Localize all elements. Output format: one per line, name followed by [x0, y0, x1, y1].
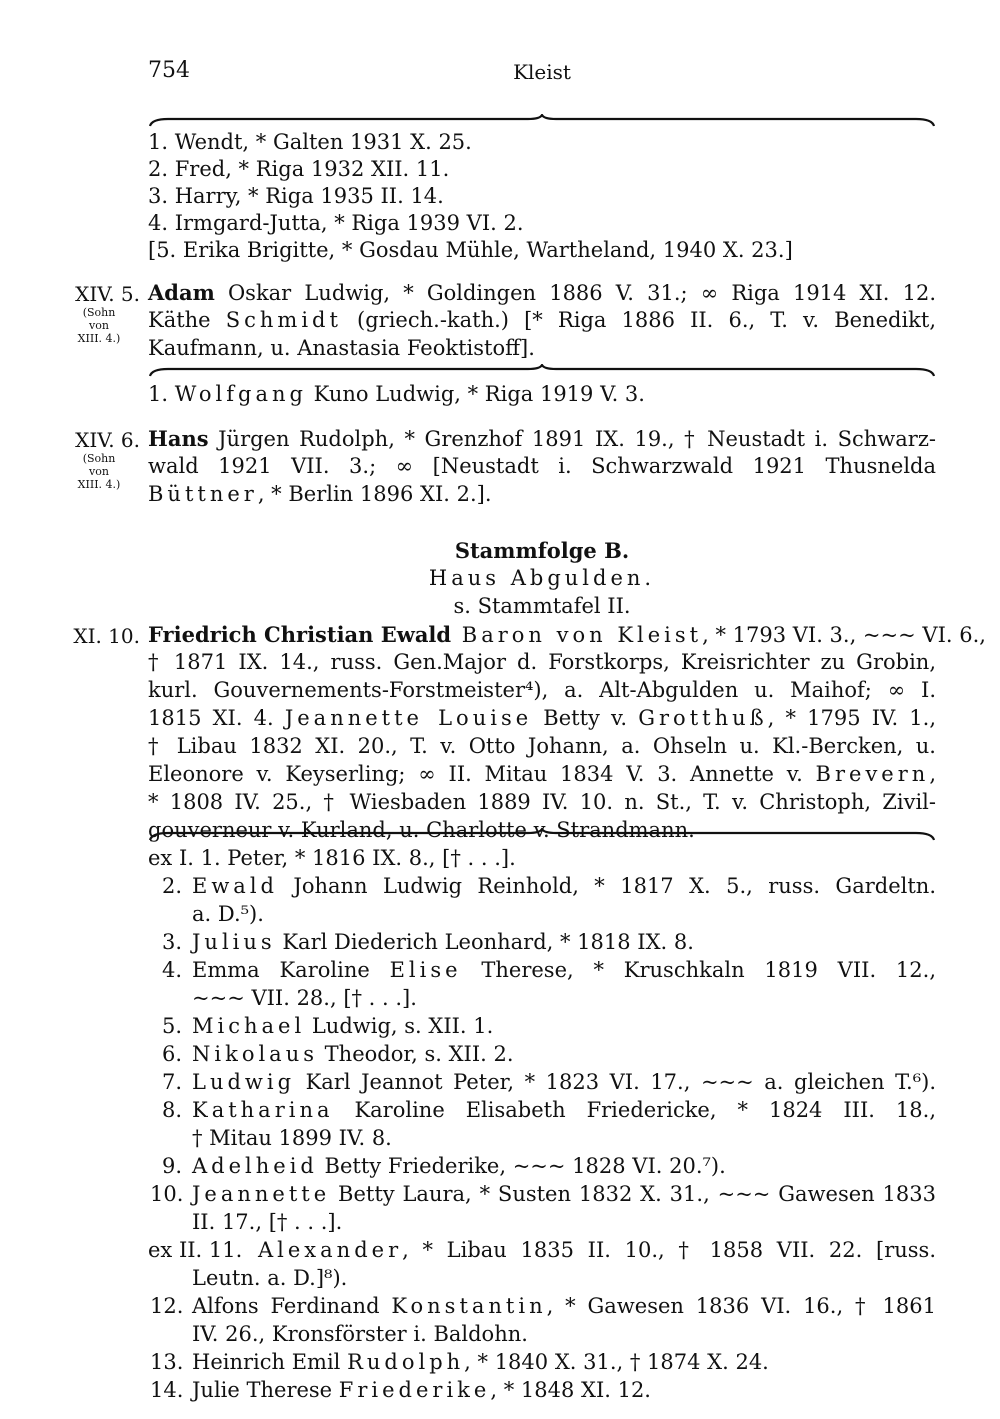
list-item: Ewald Johann Ludwig Reinhold, * 1817 X. 5., russ. Gardeltn.: [192, 874, 936, 898]
brace-rule: [148, 114, 936, 128]
page-number: 754: [148, 58, 190, 83]
list-item: Jeannette Betty Laura, * Susten 1832 X. 31., ~~~ Gawesen 1833: [192, 1182, 936, 1206]
list-item: Julie Therese Friederike, * 1848 XI. 12.: [192, 1378, 651, 1402]
list-item: Alfons Ferdinand Konstantin, * Gawesen 1836 VI. 16., † 1861: [192, 1294, 936, 1318]
brace-rule: [148, 364, 936, 378]
list-item: Ludwig Karl Jeannot Peter, * 1823 VI. 17., ~~~ a. gleichen T.⁶).: [192, 1070, 936, 1094]
parent-ref: (Sohn von XIII. 4.): [77, 306, 121, 345]
person-name: Friedrich Christian Ewald: [148, 622, 452, 647]
house-name: Haus Abgulden.: [428, 566, 656, 590]
list-item: Michael Ludwig, s. XII. 1.: [192, 1014, 494, 1038]
list-item: [5. Erika Brigitte, * Gosdau Mühle, Wartheland, 1940 X. 23.]: [148, 238, 793, 262]
list-item: 1. Wendt, * Galten 1931 X. 25.: [148, 130, 472, 154]
generation-number: XIV. 5.: [75, 282, 140, 306]
generation-number: XI. 10.: [73, 624, 140, 648]
section-heading: Stammfolge B.: [454, 538, 630, 563]
list-item: Julius Karl Diederich Leonhard, * 1818 IX. 8.: [192, 930, 694, 954]
list-item: Alexander, * Libau 1835 II. 10., † 1858 VII. 22. [russ.: [258, 1238, 936, 1262]
list-item: 4. Irmgard-Jutta, * Riga 1939 VI. 2.: [148, 211, 524, 235]
running-title: Kleist: [513, 60, 571, 84]
list-item: Adelheid Betty Friederike, ~~~ 1828 VI. 20.⁷).: [192, 1154, 726, 1178]
table-reference: s. Stammtafel II.: [453, 594, 631, 618]
list-item: Katharina Karoline Elisabeth Friedericke, * 1824 III. 18.,: [192, 1098, 936, 1122]
list-item: 2. Fred, * Riga 1932 XII. 11.: [148, 157, 450, 181]
list-item: Heinrich Emil Rudolph, * 1840 X. 31., † 1874 X. 24.: [192, 1350, 769, 1374]
list-item: Emma Karoline Elise Therese, * Kruschkaln 1819 VII. 12.,: [192, 958, 937, 982]
parent-ref: (Sohn von XIII. 4.): [77, 452, 121, 491]
generation-number: XIV. 6.: [75, 428, 140, 452]
list-item: ex I. 1. Peter, * 1816 IX. 8., [† . . .].: [148, 846, 516, 870]
list-item: 3. Harry, * Riga 1935 II. 14.: [148, 184, 444, 208]
person-name: Hans: [148, 426, 209, 451]
page-header: [148, 58, 936, 88]
document-page: 754 Kleist 1. Wendt, * Galten 1931 X. 25. 2. Fred, * Riga 1932 XII. 11. 3. Harry, * Riga 1935 II. 14. 4. Irmgard-Jutta, * Riga 1939 VI. 2. [5. Erika Brigitte, * Gosdau Mühle, Wartheland, 1940 X. 23.] XIV. 5. (Sohn von XIII. 4.) Adam Oskar Ludwig, * Goldingen 1886 V. 31.; ∞ Riga 1914 XI. 12. Käthe Schmidt (griech.-kath.) [* Riga 1886 II. 6., T. v. Benedikt, Kaufmann, u. Anastasia Feoktistoff]. 1. Wolfgang Kuno Ludwig, * Riga 1919 V. 3. XIV. 6. (Sohn von XIII. 4.) Hans Jürgen Rudolph, * Grenzhof 1891 IX. 19., † Neustadt i. Schwarz- wald 1921 VII. 3.; ∞ [Neustadt i. Schwarzwald 1921 Thusnelda Büttner, * Berlin 1896 XI. 2.]. Stammfolge B. Haus Abgulden. s. Stammtafel II. XI. 10. Friedrich Christian Ewald Baron von Kleist, * 1793 VI. 3., ~~~ VI. 6., † 1871 IX. 14., russ. Gen.Major d. Forstkorps, Kreisrichter zu Grobin, kurl. Gouvernements-Forstmeister⁴), a. Alt-Abgulden u. Maihof; ∞ I. 1815 XI. 4. Jeannette Louise Betty v. Grotthuß, * 1795 IV. 1., † Libau 1832 XI. 20., T. v. Otto Johann, a. Ohseln u. Kl.-Bercken, u. Eleonore v. Keyserling; ∞ II. Mitau 1834 V. 3. Annette v. Brevern, * 1808 IV. 25., † Wiesbaden 1889 IV. 10. n. St., T. v. Christoph, Zivil- gouverneur v. Kurland, u. Charlotte v. Strandmann. ex I. 1. Peter, * 1816 IX. 8., [† . . .]. 2. Ewald Johann Ludwig Reinhold, * 1817 X. 5., russ. Gardeltn. a. D.⁵). 3. Julius Karl Diederich Leonhard, * 1818 IX. 8. 4. Emma Karoline Elise Therese, * Kruschkaln 1819 VII. 12., ~~~ VII. 28., [† . . .]. 5. Michael Ludwig, s. XII. 1. 6. Nikolaus Theodor, s. XII. 2. 7. Ludwig Karl Jeannot Peter, * 1823 VI. 17., ~~~ a. gleichen T.⁶). 8. Katharina Karoline Elisabeth Friedericke, * 1824 III. 18., † Mitau 1899 IV. 8. 9. Adelheid Betty Friederike, ~~~ 1828 VI. 20.⁷). 10. Jeannette Betty Laura, * Susten 1832 X. 31., ~~~ Gawesen 1833 II. 17., [† . . .]. ex II. 11. Alexander, * Libau 1835 II. 10., † 1858 VII. 22. [russ. Leutn. a. D.]⁸). 12. Alfons Ferdinand Konstantin, * Gawesen 1836 VI. 16., † 1861 IV. 26., Kronsförster i. Baldohn. 13. Heinrich Emil Rudolph, * 1840 X. 31., † 1874 X. 24. 14. Julie Therese Friederike, * 1848 XI. 12.: [0, 0, 1000, 1419]
brace-rule: [148, 828, 936, 842]
person-name: Adam: [148, 280, 215, 305]
list-item: Nikolaus Theodor, s. XII. 2.: [192, 1042, 514, 1066]
